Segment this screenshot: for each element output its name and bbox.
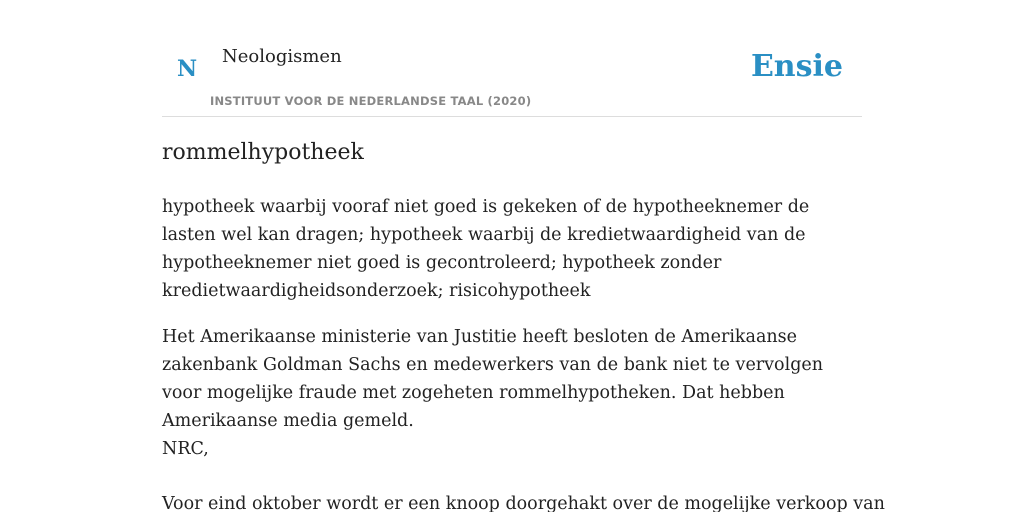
dictionary-source: INSTITUUT VOOR DE NEDERLANDSE TAAL (2020) — [210, 94, 532, 108]
entry-header — [162, 0, 862, 117]
example-quote-text: Het Amerikaanse ministerie van Justitie heeft besloten de Amerikaanse zakenbank Goldman Sachs en medewerkers van de bank niet te vervolgen voor mogelijke fraude met zogeheten rommelhypotheken. Dat hebben Amerikaanse media gemeld. — [162, 327, 824, 431]
entry-term: rommelhypotheek — [162, 140, 364, 165]
dictionary-badge: N — [177, 56, 198, 82]
dictionary-name-link[interactable]: Neologismen — [222, 46, 342, 67]
entry-card — [162, 0, 885, 512]
example-quote-1 — [162, 323, 862, 463]
example-quote-2 — [162, 490, 885, 512]
ensie-logo[interactable]: Ensie — [750, 49, 843, 84]
example-quote-text: Voor eind oktober wordt er een knoop doorgehakt over de mogelijke verkoop van — [162, 494, 885, 512]
example-quote-source: NRC, — [162, 439, 209, 459]
entry-definition: hypotheek waarbij vooraf niet goed is gekeken of de hypotheeknemer de lasten wel kan dragen; hypotheek waarbij de kredietwaardigheid van de hypotheeknemer niet goed is gecontroleerd; hypotheek zonder kredietwaardigheidsonderzoek; risicohypotheek — [162, 197, 810, 301]
